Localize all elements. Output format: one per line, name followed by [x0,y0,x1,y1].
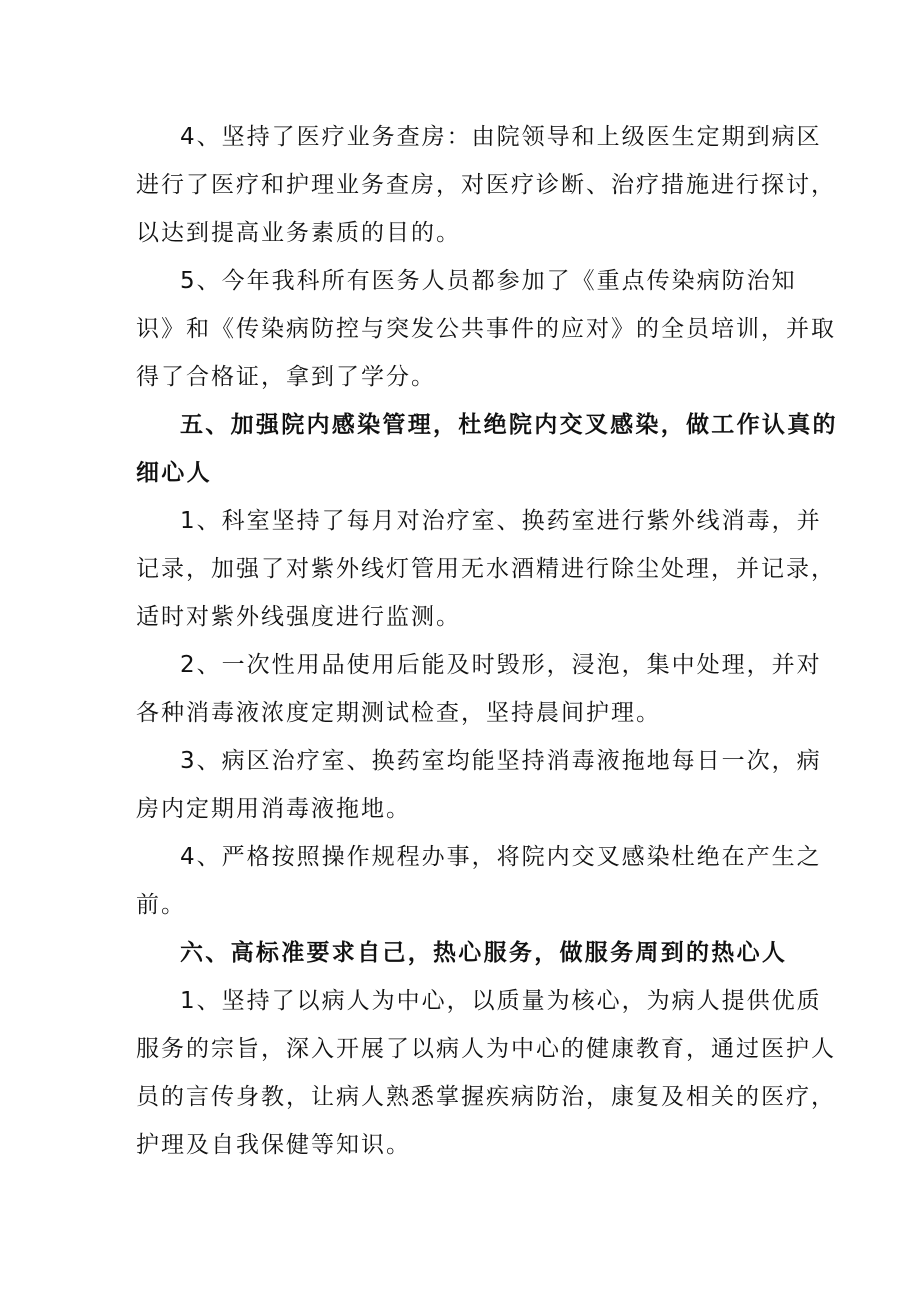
section-heading: 六、高标准要求自己，热心服务，做服务周到的热心人 [180,940,788,966]
paragraph-line: 服务的宗旨，深入开展了以病人为中心的健康教育，通过医护人 [136,1036,836,1062]
paragraph-line: 1、坚持了以病人为中心，以质量为核心，为病人提供优质 [180,988,822,1014]
paragraph-line: 记录，加强了对紫外线灯管用无水酒精进行除尘处理，并记录， [136,556,836,582]
paragraph-line: 以达到提高业务素质的目的。 [136,220,461,246]
paragraph-line: 员的言传身教，让病人熟悉掌握疾病防治，康复及相关的医疗， [136,1084,836,1110]
paragraph-line: 4、严格按照操作规程办事，将院内交叉感染杜绝在产生之 [180,844,822,870]
paragraph-line: 5、今年我科所有医务人员都参加了《重点传染病防治知 [180,268,797,294]
paragraph-line: 2、一次性用品使用后能及时毁形，浸泡，集中处理，并对 [180,652,822,678]
paragraph-line: 3、病区治疗室、换药室均能坚持消毒液拖地每日一次，病 [180,748,822,774]
paragraph-line: 房内定期用消毒液拖地。 [136,796,411,822]
paragraph-line: 适时对紫外线强度进行监测。 [136,604,461,630]
paragraph-line: 进行了医疗和护理业务查房，对医疗诊断、治疗措施进行探讨， [136,172,836,198]
paragraph-line: 各种消毒液浓度定期测试检查，坚持晨间护理。 [136,700,661,726]
section-heading: 五、加强院内感染管理，杜绝院内交叉感染，做工作认真的 [180,412,838,438]
paragraph-line: 1、科室坚持了每月对治疗室、换药室进行紫外线消毒，并 [180,508,822,534]
paragraph-line: 前。 [136,892,186,918]
section-heading: 细心人 [136,460,212,486]
paragraph-line: 得了合格证，拿到了学分。 [136,364,436,390]
paragraph-line: 护理及自我保健等知识。 [136,1132,411,1158]
paragraph-line: 4、坚持了医疗业务查房：由院领导和上级医生定期到病区 [180,124,822,150]
paragraph-line: 识》和《传染病防控与突发公共事件的应对》的全员培训，并取 [136,316,836,342]
